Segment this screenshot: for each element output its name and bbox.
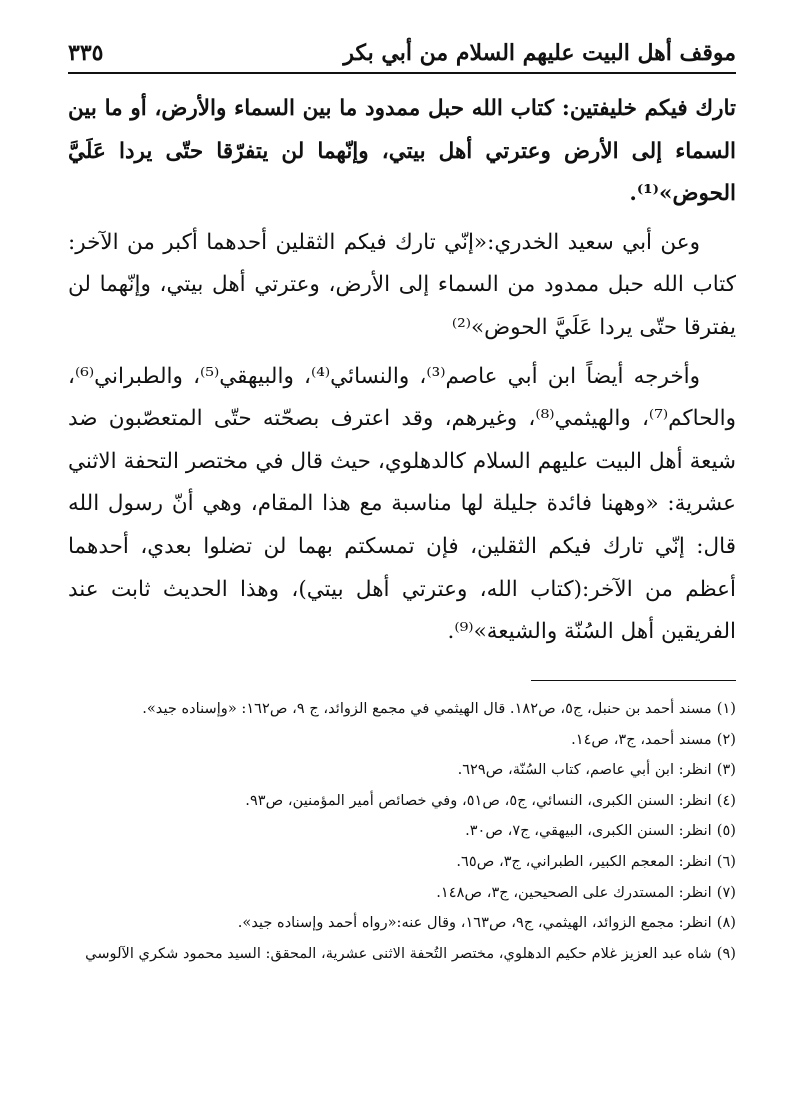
footnote-text: انظر: السنن الكبرى، النسائي، ج٥، ص٥١، وفي خصائص أمير المؤمنين، ص٩٣.: [245, 791, 712, 809]
footnote-4: [68, 786, 736, 817]
footnote-number: (١): [716, 700, 736, 717]
footnote-number: (٦): [716, 852, 736, 870]
footnote-2: [68, 725, 736, 756]
footnote-text: مسند أحمد، ج٣، ص١٤.: [571, 730, 712, 748]
footnote-1: [68, 694, 736, 725]
footnote-text: انظر: مجمع الزوائد، الهيثمي، ج٩، ص١٦٣، وقال عنه:«رواه أحمد وإسناده جيد».: [237, 914, 712, 932]
footnote-divider: [531, 680, 736, 681]
footnote-number: (٩): [716, 944, 736, 962]
footnote-3: [68, 755, 736, 786]
footnote-9: [68, 939, 736, 970]
paragraph-2: وعن أبي سعيد الخدري:«إنّي تارك فيكم الثقلين أحدهما أكبر من الآخر: كتاب الله حبل ممدود من السماء إلى الأرض، وعترتي أهل بيتي، وإنّهما لن يفترقا حتّى يردا عَلَيَّ الحوض»⁽²⁾: [68, 229, 736, 340]
paragraph-1: تارك فيكم خليفتين: كتاب الله حبل ممدود ما بين السماء والأرض، أو ما بين السماء إلى الأرض وعترتي أهل بيتي، وإنّهما لن يتفرّقا حتّى يردا عَلَيَّ الحوض»⁽¹⁾.: [68, 96, 736, 207]
footnote-number: (٧): [716, 883, 736, 901]
footnote-text: انظر: السنن الكبرى، البيهقي، ج٧، ص٣٠.: [465, 822, 712, 840]
footnotes: [68, 694, 736, 969]
footnote-text: شاه عبد العزيز غلام حكيم الدهلوي، مختصر التُحفة الاثنى عشرية، المحقق: السيد محمود شكري الآلوسي: [85, 944, 712, 962]
footnote-number: (٨): [716, 914, 736, 932]
paragraph-3: وأخرجه أيضاً ابن أبي عاصم⁽³⁾، والنسائي⁽⁴⁾، والبيهقي⁽⁵⁾، والطبراني⁽⁶⁾، والحاكم⁽⁷⁾، والهيثمي⁽⁸⁾، وغيرهم، وقد اعترف بصحّته حتّى المتعصّبون ضد شيعة أهل البيت عليهم السلام كالدهلوي، حيث قال في مختصر التحفة الاثني عشرية: «وههنا فائدة جليلة لها مناسبة مع هذا المقام، وهي أنّ رسول الله قال: إنّي تارك فيكم الثقلين، فإن تمسكتم بهما لن تضلوا بعدي، أحدهما أعظم من الآخر:(كتاب الله، وعترتي أهل بيتي)، وهذا الحديث ثابت عند الفريقين أهل السُنّة والشيعة»⁽⁹⁾.: [68, 363, 736, 645]
footnote-number: (٣): [716, 761, 736, 779]
footnote-8: [68, 908, 736, 939]
footnote-7: [68, 878, 736, 909]
footnote-number: (٢): [716, 730, 736, 748]
footnote-text: مسند أحمد بن حنبل، ج٥، ص١٨٢. قال الهيثمي في مجمع الزوائد، ج ٩، ص١٦٢: «وإسناده جيد».: [142, 700, 712, 717]
main-text: [68, 88, 736, 660]
footnote-text: انظر: ابن أبي عاصم، كتاب السُنّة، ص٦٢٩.: [457, 761, 712, 779]
footnote-number: (٥): [716, 822, 736, 840]
footnote-number: (٤): [716, 791, 736, 809]
page-number: ٣٣٥: [68, 40, 104, 66]
footnote-text: انظر: المستدرك على الصحيحين، ج٣، ص١٤٨.: [436, 883, 712, 901]
running-title: موقف أهل البيت عليهم السلام من أبي بكر: [343, 40, 736, 66]
page-header: [68, 30, 736, 74]
footnote-5: [68, 816, 736, 847]
footnote-text: انظر: المعجم الكبير، الطبراني، ج٣، ص٦٥.: [456, 852, 712, 870]
footnote-6: [68, 847, 736, 878]
